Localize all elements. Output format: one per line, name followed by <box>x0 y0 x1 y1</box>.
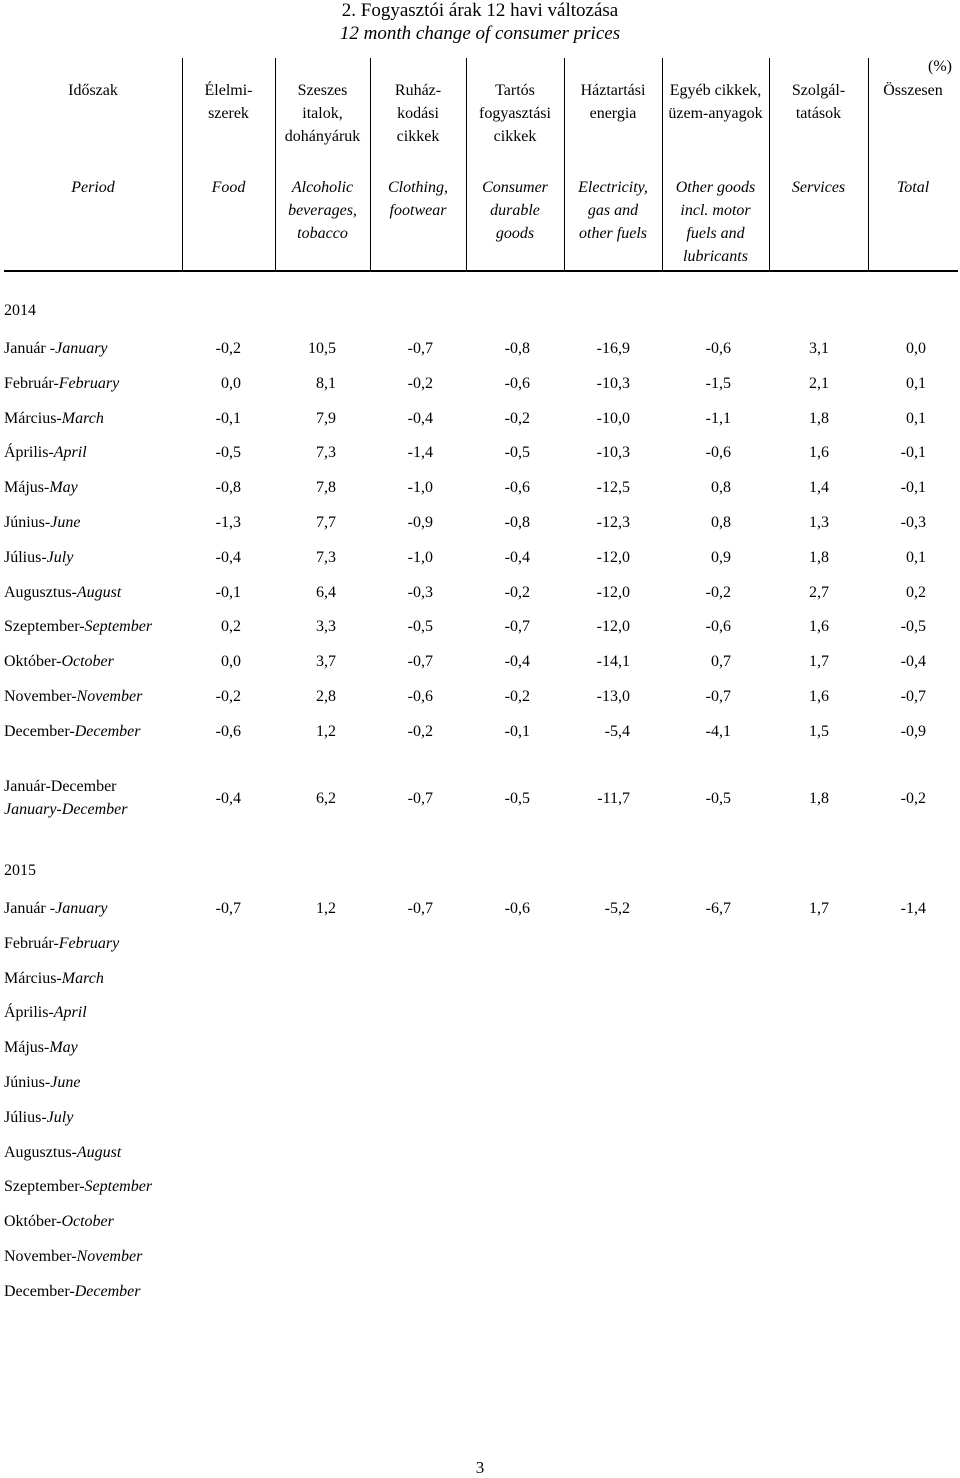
column-header-hu <box>466 79 564 148</box>
column-header-en <box>662 176 769 268</box>
table-cell-value: -0,2 <box>504 583 530 601</box>
column-header-hu <box>275 79 370 148</box>
table-cell-value: -0,6 <box>504 900 530 917</box>
row-label-en: November <box>76 688 143 705</box>
table-cell-value: -0,6 <box>705 618 731 636</box>
row-label-en: February <box>58 374 120 392</box>
table-cell-value: -0,6 <box>504 374 530 392</box>
table-title-hu: 2. Fogyasztói árak 12 havi változása <box>341 0 619 21</box>
table-cell-value: 7,8 <box>316 479 336 497</box>
table-cell-value: -14,1 <box>596 653 630 671</box>
column-header-hu <box>868 79 958 102</box>
row-label <box>4 932 119 955</box>
table-cell-value: -12,0 <box>596 618 630 636</box>
table-cell-value: -0,8 <box>504 514 530 531</box>
column-header-hu <box>564 79 662 125</box>
row-label <box>4 407 104 430</box>
table-cell-value: 1,7 <box>809 900 829 917</box>
table-cell-value: -13,0 <box>596 688 630 705</box>
column-header-hu-line: Ruház- <box>394 82 442 99</box>
column-header-en-line: fuels and <box>686 225 745 242</box>
column-header-en <box>564 176 662 245</box>
column-header-hu-line: dohányáruk <box>284 128 361 145</box>
table-cell-value: 1,4 <box>809 479 829 497</box>
row-label-hu: Március- <box>4 409 62 427</box>
table-cell-value: 0,8 <box>711 514 731 531</box>
table-cell-value: -5,2 <box>604 900 630 917</box>
column-header-en-line: Consumer <box>482 179 548 196</box>
table-cell-value: -1,1 <box>705 409 731 427</box>
table-cell-value: 0,7 <box>711 653 731 671</box>
row-label-en: December <box>74 1282 141 1300</box>
table-cell-value: -0,5 <box>504 790 530 807</box>
table-cell-value: -1,0 <box>407 479 433 497</box>
row-label-hu: November- <box>4 1248 77 1265</box>
table-cell-value: -0,9 <box>900 722 926 740</box>
table-cell-value: -0,5 <box>407 618 433 636</box>
column-header-hu-line: Élelmi- <box>204 82 253 99</box>
column-header-hu-line: szerek <box>208 105 249 122</box>
row-label-hu: Július- <box>4 548 47 566</box>
table-cell-value: 0,2 <box>221 618 241 636</box>
table-cell-value: 3,7 <box>316 653 336 671</box>
row-label <box>4 581 121 604</box>
row-label <box>4 511 80 534</box>
header-divider <box>4 270 958 272</box>
row-label-hu: Augusztus- <box>4 1143 77 1161</box>
table-cell-value: -0,6 <box>407 688 433 705</box>
row-label-en: March <box>61 969 104 987</box>
table-cell-value: -0,9 <box>407 514 433 531</box>
table-cell-value: -1,4 <box>407 444 433 462</box>
table-cell-value: 8,1 <box>316 374 336 392</box>
table-cell-value: -0,2 <box>407 374 433 392</box>
row-label-hu: Január - <box>4 340 56 357</box>
table-cell-value: -10,3 <box>596 374 630 392</box>
table-title-en: 12 month change of consumer prices <box>339 23 621 44</box>
table-cell-value: 1,8 <box>809 548 829 566</box>
row-label-hu: Március- <box>4 969 62 987</box>
table-cell-value: 7,7 <box>316 514 336 531</box>
row-label-hu: Május- <box>4 1039 50 1057</box>
column-header-hu-line: cikkek <box>396 128 440 145</box>
row-label <box>4 1071 80 1094</box>
column-header-en <box>466 176 564 245</box>
row-label-en: June <box>50 514 81 531</box>
column-header-hu-line: Szeszes <box>297 82 348 99</box>
table-cell-value: 2,8 <box>316 688 336 705</box>
table-cell-value: 0,1 <box>906 548 926 566</box>
table-cell-value: -0,1 <box>900 479 926 497</box>
column-header-hu-line: Tartós <box>495 82 535 99</box>
row-label-hu: November- <box>4 688 77 705</box>
table-cell-value: -0,7 <box>407 790 433 807</box>
table-cell-value: 1,5 <box>809 722 829 740</box>
table-cell-value: -0,5 <box>900 618 926 636</box>
column-header-en-line: Other goods <box>675 179 756 196</box>
column-header-en-line: beverages, <box>288 202 357 219</box>
column-header-en-line: other fuels <box>579 225 647 242</box>
table-cell-value: -5,4 <box>604 722 630 740</box>
row-label <box>4 685 142 708</box>
column-header-hu-line: Összesen <box>883 82 943 99</box>
table-cell-value: -1,5 <box>705 374 731 392</box>
row-label-hu: Június- <box>4 514 51 531</box>
row-label-hu: Június- <box>4 1074 51 1091</box>
column-header-hu-line: üzem-anyagok <box>668 105 763 122</box>
table-cell-value: -12,3 <box>596 514 630 531</box>
column-header-hu <box>370 79 466 148</box>
row-label <box>4 546 73 569</box>
row-label-hu: Április- <box>4 444 54 462</box>
table-cell-value: 7,9 <box>316 409 336 427</box>
table-cell-value: 1,8 <box>809 790 829 807</box>
table-cell-value: 1,3 <box>809 514 829 531</box>
column-header-en <box>182 176 275 199</box>
table-cell-value: 0,1 <box>906 374 926 392</box>
column-header-en-line: Alcoholic <box>291 179 354 196</box>
column-header-en-line: footwear <box>389 202 447 219</box>
row-label-hu: Január - <box>4 900 56 917</box>
row-label-en: January <box>55 900 108 917</box>
table-cell-value: 1,2 <box>316 722 336 740</box>
table-cell-value: -0,4 <box>407 409 433 427</box>
table-cell-value: -12,0 <box>596 548 630 566</box>
row-label-en: August <box>76 583 122 601</box>
page-number: 3 <box>475 1458 485 1477</box>
row-label-en: November <box>76 1248 143 1265</box>
row-label <box>4 897 108 920</box>
row-label-hu: Augusztus- <box>4 583 77 601</box>
row-label-en: September <box>84 618 153 636</box>
row-label-hu: Február- <box>4 374 59 392</box>
table-cell-value: -0,6 <box>504 479 530 497</box>
table-cell-value: 1,6 <box>809 444 829 462</box>
table-cell-value: -0,7 <box>407 653 433 671</box>
year-heading: 2014 <box>4 302 36 319</box>
table-cell-value: 0,0 <box>906 340 926 357</box>
row-label <box>4 476 78 499</box>
row-label-en: April <box>53 1004 87 1022</box>
summary-label-hu: Január-December <box>4 778 117 795</box>
row-label-hu: December- <box>4 722 75 740</box>
table-cell-value: -0,4 <box>504 548 530 566</box>
column-header-hu <box>4 79 182 102</box>
row-label-hu: December- <box>4 1282 75 1300</box>
column-header-hu-line: Szolgál- <box>791 82 846 99</box>
column-header-en-line: tobacco <box>297 225 348 242</box>
row-label-en: June <box>50 1074 81 1091</box>
row-label <box>4 1106 73 1129</box>
column-header-en <box>370 176 466 222</box>
table-cell-value: 7,3 <box>316 444 336 462</box>
table-cell-value: 6,2 <box>316 790 336 807</box>
column-header-en <box>275 176 370 245</box>
table-cell-value: 3,3 <box>316 618 336 636</box>
column-header-hu <box>182 79 275 125</box>
table-cell-value: 2,1 <box>809 374 829 392</box>
summary-label-en: January-December <box>4 801 128 818</box>
table-cell-value: -6,7 <box>705 900 731 917</box>
table-cell-value: -12,5 <box>596 479 630 497</box>
row-label-hu: Október- <box>4 653 62 671</box>
column-header-hu-line: fogyasztási <box>479 105 551 122</box>
column-header-hu-line: kodási <box>397 105 439 122</box>
table-cell-value: -10,3 <box>596 444 630 462</box>
table-cell-value: -4,1 <box>705 722 731 740</box>
table-cell-value: 1,6 <box>809 618 829 636</box>
table-cell-value: 7,3 <box>316 548 336 566</box>
column-header-en <box>769 176 868 199</box>
column-header-en <box>868 176 958 199</box>
table-cell-value: -0,4 <box>215 790 241 807</box>
table-cell-value: -0,8 <box>215 479 241 497</box>
table-cell-value: -0,2 <box>407 722 433 740</box>
column-header-hu-line: Időszak <box>68 82 118 99</box>
row-label-hu: Április- <box>4 1004 54 1022</box>
column-header-en-line: incl. motor <box>680 202 751 219</box>
row-label <box>4 1280 141 1303</box>
table-cell-value: 0,8 <box>711 479 731 497</box>
table-cell-value: -0,1 <box>215 409 241 427</box>
table-cell-value: -0,2 <box>705 583 731 601</box>
table-cell-value: -0,7 <box>407 340 433 357</box>
column-header-en-line: durable <box>490 202 540 219</box>
table-cell-value: -0,3 <box>407 583 433 601</box>
table-cell-value: -10,0 <box>596 409 630 427</box>
table-cell-value: 1,8 <box>809 409 829 427</box>
row-label <box>4 615 152 638</box>
row-label-en: October <box>61 653 114 671</box>
row-label <box>4 1036 78 1059</box>
row-label <box>4 720 141 743</box>
row-label <box>4 1175 152 1198</box>
column-header-en-line: gas and <box>587 202 639 219</box>
table-cell-value: -0,8 <box>504 340 530 357</box>
row-label <box>4 1001 87 1024</box>
unit-label: (%) <box>928 58 952 75</box>
table-cell-value: -0,3 <box>900 514 926 531</box>
table-cell-value: -0,5 <box>215 444 241 462</box>
column-header-en-line: Period <box>71 179 115 196</box>
table-cell-value: -0,7 <box>705 688 731 705</box>
column-header-en-line: Total <box>896 179 930 196</box>
table-cell-value: 1,2 <box>316 900 336 917</box>
table-cell-value: -0,5 <box>504 444 530 462</box>
year-heading: 2015 <box>4 862 36 879</box>
row-label-en: September <box>84 1178 153 1196</box>
table-cell-value: -0,6 <box>705 444 731 462</box>
table-cell-value: 1,7 <box>809 653 829 671</box>
table-cell-value: -0,7 <box>407 900 433 917</box>
table-cell-value: -0,7 <box>900 688 926 705</box>
row-label <box>4 1245 142 1268</box>
table-cell-value: 10,5 <box>308 340 336 357</box>
table-cell-value: -1,3 <box>215 514 241 531</box>
column-header-en-line: Services <box>791 179 846 196</box>
row-label <box>4 441 87 464</box>
row-label-en: August <box>76 1143 122 1161</box>
table-cell-value: -0,4 <box>900 653 926 671</box>
row-label-en: February <box>58 934 120 952</box>
table-cell-value: -0,1 <box>215 583 241 601</box>
column-header-hu-line: italok, <box>302 105 343 122</box>
column-header-en-line: Clothing, <box>387 179 448 196</box>
row-label-hu: Október- <box>4 1213 62 1231</box>
row-label-en: October <box>61 1213 114 1231</box>
column-header-hu-line: Egyéb cikkek, <box>669 82 762 99</box>
table-cell-value: 0,2 <box>906 583 926 601</box>
column-header-hu-line: cikkek <box>493 128 537 145</box>
table-cell-value: -0,6 <box>215 722 241 740</box>
table-cell-value: 1,6 <box>809 688 829 705</box>
row-label-hu: Szeptember- <box>4 1178 85 1196</box>
table-cell-value: 0,0 <box>221 374 241 392</box>
row-label-en: May <box>49 1039 78 1057</box>
row-label-hu: Szeptember- <box>4 618 85 636</box>
table-cell-value: 0,0 <box>221 653 241 671</box>
table-cell-value: -0,5 <box>705 790 731 807</box>
column-header-hu <box>769 79 868 125</box>
row-label-hu: Július- <box>4 1108 47 1126</box>
table-cell-value: -0,1 <box>504 722 530 740</box>
table-cell-value: -0,2 <box>504 409 530 427</box>
table-cell-value: -0,6 <box>705 340 731 357</box>
column-header-en-line: Electricity, <box>578 179 648 196</box>
column-header-hu-line: energia <box>589 105 637 122</box>
row-label <box>4 650 114 673</box>
table-cell-value: -12,0 <box>596 583 630 601</box>
row-label-en: July <box>46 548 74 566</box>
row-label <box>4 1210 114 1233</box>
table-cell-value: -0,2 <box>504 688 530 705</box>
row-label-en: May <box>49 479 78 497</box>
table-cell-value: -0,2 <box>900 790 926 807</box>
table-cell-value: -0,4 <box>215 548 241 566</box>
table-cell-value: 0,9 <box>711 548 731 566</box>
column-header-en-line: goods <box>495 225 535 242</box>
column-header-en-line: lubricants <box>683 248 748 265</box>
column-header-hu <box>662 79 769 125</box>
row-label-hu: Február- <box>4 934 59 952</box>
table-cell-value: 2,7 <box>809 583 829 601</box>
table-cell-value: -0,7 <box>504 618 530 636</box>
table-cell-value: -1,0 <box>407 548 433 566</box>
table-cell-value: -16,9 <box>596 340 630 357</box>
table-cell-value: -0,4 <box>504 653 530 671</box>
row-label-en: March <box>61 409 104 427</box>
table-cell-value: 0,1 <box>906 409 926 427</box>
column-header-en <box>4 176 182 199</box>
row-label <box>4 1141 121 1164</box>
table-cell-value: -0,7 <box>215 900 241 917</box>
row-label-hu: Május- <box>4 479 50 497</box>
row-label <box>4 337 108 360</box>
table-cell-value: -11,7 <box>597 790 630 807</box>
row-label-en: April <box>53 444 87 462</box>
table-cell-value: 3,1 <box>809 340 829 357</box>
row-label <box>4 967 104 990</box>
table-cell-value: 6,4 <box>316 583 336 601</box>
column-header-hu-line: tatások <box>795 105 842 122</box>
table-cell-value: -0,2 <box>215 340 241 357</box>
summary-row-label <box>4 775 128 821</box>
table-cell-value: -0,1 <box>900 444 926 462</box>
row-label <box>4 372 119 395</box>
table-cell-value: -0,2 <box>215 688 241 705</box>
table-cell-value: -1,4 <box>900 900 926 917</box>
column-header-en-line: Food <box>211 179 246 196</box>
row-label-en: December <box>74 722 141 740</box>
row-label-en: July <box>46 1108 74 1126</box>
row-label-en: January <box>55 340 108 357</box>
column-header-hu-line: Háztartási <box>580 82 646 99</box>
